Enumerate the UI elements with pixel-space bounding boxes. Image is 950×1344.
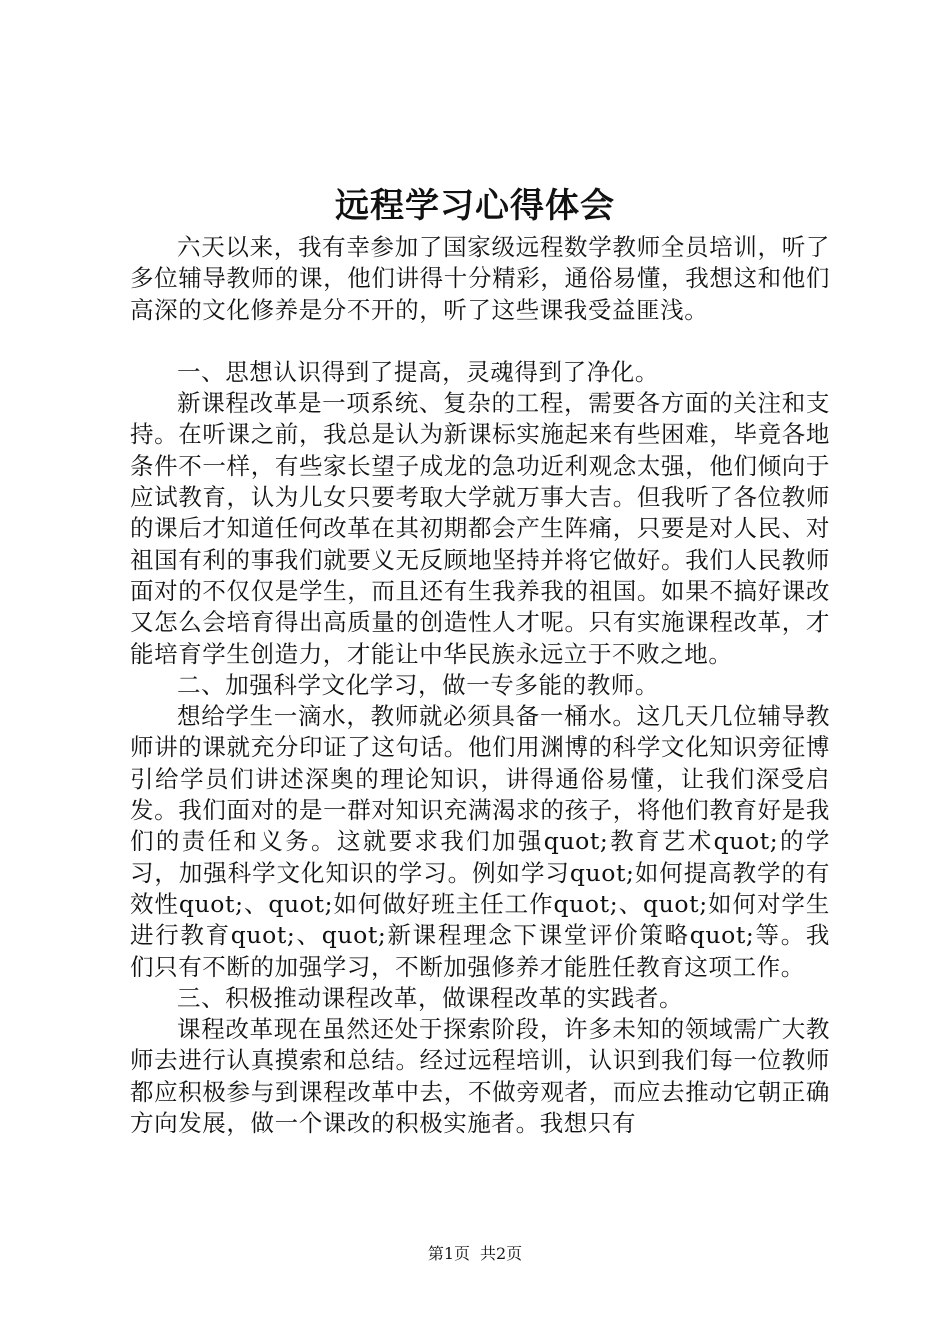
section-heading-3: 三、积极推动课程改革，做课程改革的实践者。 [177,983,684,1012]
section-heading-1: 一、思想认识得到了提高，灵魂得到了净化。 [177,357,659,386]
section-paragraph-1: 新课程改革是一项系统、复杂的工程，需要各方面的关注和支持。在听课之前，我总是认为新课标实施起来有些困难，毕竟各地条件不一样，有些家长望子成龙的急功近利观念太强，他们倾向于应试教育，认为儿女只要考取大学就万事大吉。但我听了各位教师的课后才知道任何改革在其初期都会产生阵痛，只要是对人民、对祖国有利的事我们就要义无反顾地坚持并将它做好。我们人民教师面对的不仅仅是学生，而且还有生我养我的祖国。如果不搞好课改又怎么会培育得出高质量的创造性人才呢。只有实施课程改革，才能培育学生创造力，才能让中华民族永远立于不败之地。 [130,389,830,668]
intro-paragraph: 六天以来，我有幸参加了国家级远程数学教师全员培训，听了多位辅导教师的课，他们讲得十分精彩，通俗易懂，我想这和他们高深的文化修养是分不开的，听了这些课我受益匪浅。 [130,233,830,324]
page-number: 第1页 [427,1244,470,1263]
document-title: 远程学习心得体会 [335,186,615,226]
document-body [130,232,830,1139]
section-heading-2: 二、加强科学文化学习，做一专多能的教师。 [177,670,659,699]
section-paragraph-2: 想给学生一滴水，教师就必须具备一桶水。这几天几位辅导教师讲的课就充分印证了这句话。他们用渊博的科学文化知识旁征博引给学员们讲述深奥的理论知识，讲得通俗易懂，让我们深受启发。我们面对的是一群对知识充满渴求的孩子，将他们教育好是我们的责任和义务。这就要求我们加强quot;教育艺术quot;的学习，加强科学文化知识的学习。例如学习quot;如何提高教学的有效性quot;、quot;如何做好班主任工作quot;、quot;如何对学生进行教育quot;、quot;新课程理念下课堂评价策略quot;等。我们只有不断的加强学习，不断加强修养才能胜任教育这项工作。 [130,702,830,981]
page-total: 共2页 [480,1244,523,1263]
page-footer [0,1244,950,1264]
section-paragraph-3: 课程改革现在虽然还处于探索阶段，许多未知的领域需广大教师去进行认真摸索和总结。经过远程培训，认识到我们每一位教师都应积极参与到课程改革中去，不做旁观者，而应去推动它朝正确方向发展，做一个课改的积极实施者。我想只有 [130,1015,830,1138]
